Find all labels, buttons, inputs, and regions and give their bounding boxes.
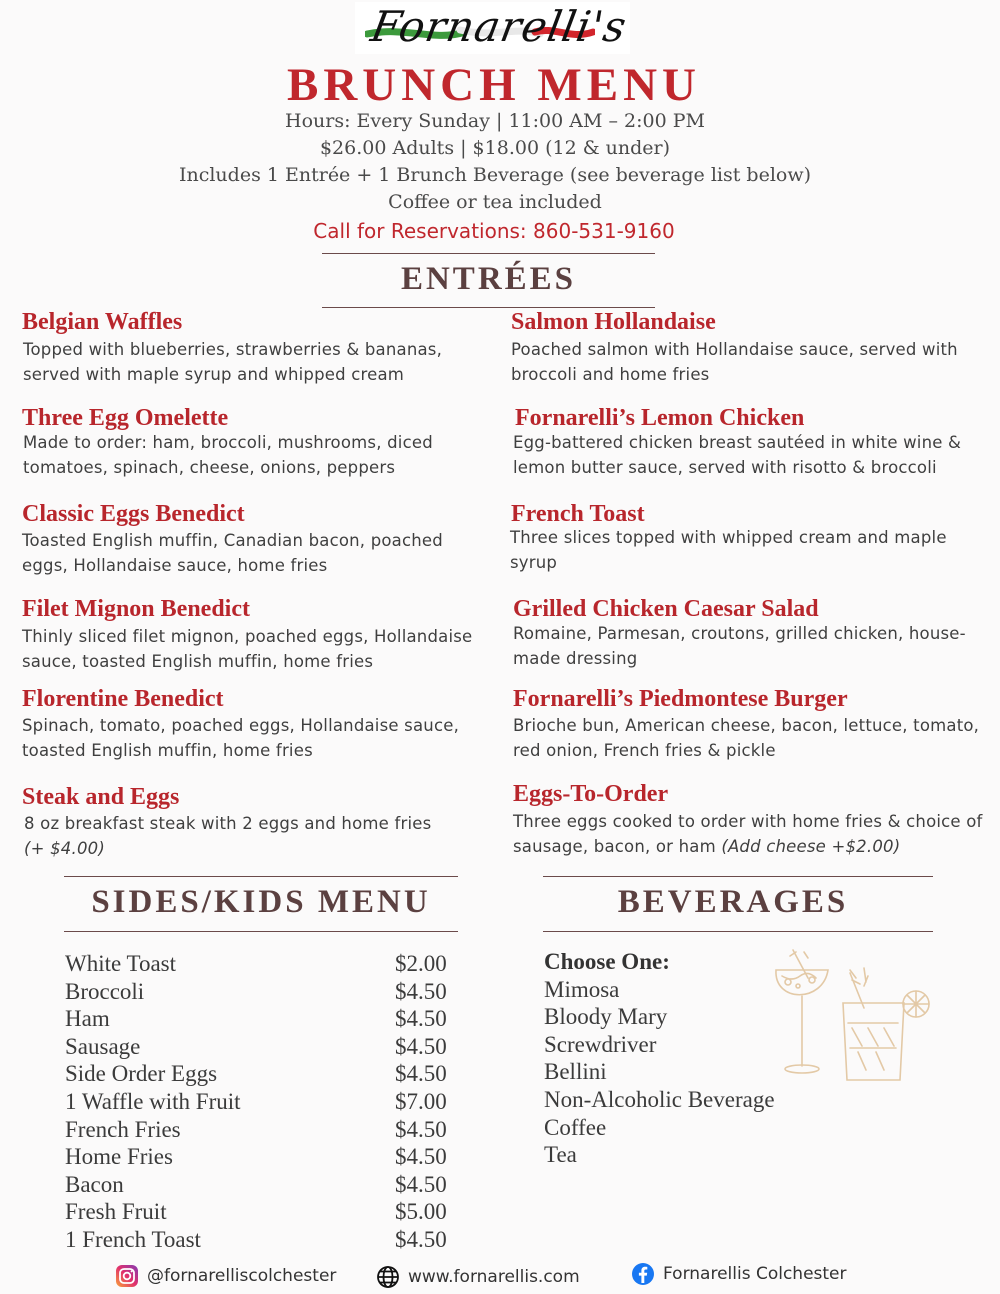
side-item-name: Sausage <box>65 1033 141 1059</box>
restaurant-logo <box>355 2 630 54</box>
divider <box>543 931 933 932</box>
side-item-price: $4.50 <box>395 1144 447 1170</box>
side-item-name: French Fries <box>65 1116 181 1142</box>
entree-description: Egg-battered chicken breast sautéed in white wine & lemon butter sauce, served with risotto & broccoli <box>513 433 962 477</box>
side-item <box>65 1171 465 1199</box>
entree-price-note: (+ $4.00) <box>24 838 105 858</box>
entree-description: Three slices topped with whipped cream and maple syrup <box>510 528 947 572</box>
side-item <box>65 1116 465 1144</box>
divider <box>322 253 655 254</box>
cocktail-glasses-icon <box>768 948 938 1088</box>
entree-description: Poached salmon with Hollandaise sauce, served with broccoli and home fries <box>511 340 958 384</box>
side-item-price: $4.50 <box>395 1061 447 1087</box>
entree-name: Fornarelli’s Lemon Chicken <box>515 405 805 431</box>
side-item-name: 1 French Toast <box>65 1226 201 1252</box>
beverage-item: Screwdriver <box>544 1031 657 1057</box>
entree-description <box>24 812 494 861</box>
entree-description-text: 8 oz breakfast steak with 2 eggs and home fries <box>24 814 432 833</box>
side-item <box>65 1143 465 1171</box>
side-item-price: $5.00 <box>395 1199 447 1225</box>
beverages-heading: Choose One: <box>544 949 670 974</box>
entree-name: Salmon Hollandaise <box>511 309 716 335</box>
side-item-name: Fresh Fruit <box>65 1199 167 1225</box>
entree-description: Romaine, Parmesan, croutons, grilled chicken, house-made dressing <box>513 624 966 668</box>
entree-name: Belgian Waffles <box>22 309 183 335</box>
side-item-name: Ham <box>65 1006 110 1032</box>
entree-price-note: (Add cheese +$2.00) <box>721 836 901 856</box>
beverage-item: Bellini <box>544 1059 607 1085</box>
entree-description <box>513 810 983 859</box>
entree-name: Steak and Eggs <box>22 784 180 810</box>
entree-name: Florentine Benedict <box>22 686 224 712</box>
entree-name: Classic Eggs Benedict <box>22 501 245 527</box>
side-item-name: White Toast <box>65 951 177 976</box>
entree-description-text: Three eggs cooked to order with home fries & choice of sausage, bacon, or ham <box>513 812 983 856</box>
side-item-name: Bacon <box>65 1171 124 1197</box>
side-item-price: $4.50 <box>395 1006 447 1032</box>
reservation-phone[interactable]: Call for Reservations: 860-531-9160 <box>313 219 675 243</box>
entree-name: Eggs-To-Order <box>513 781 669 807</box>
entree-description: Toasted English muffin, Canadian bacon, poached eggs, Hollandaise sauce, home fries <box>22 531 443 575</box>
beverage-item: Tea <box>544 1142 577 1168</box>
side-item-price: $4.50 <box>395 1171 447 1197</box>
website-url: www.fornarellis.com <box>408 1267 580 1287</box>
side-item <box>65 950 465 978</box>
sides-list <box>65 950 465 1254</box>
facebook-name: Fornarellis Colchester <box>663 1264 847 1284</box>
side-item-price: $7.00 <box>395 1088 447 1114</box>
side-item <box>65 978 465 1006</box>
hours-text: Hours: Every Sunday | 11:00 AM – 2:00 PM <box>285 110 705 132</box>
includes-text: Includes 1 Entrée + 1 Brunch Beverage (see beverage list below) <box>178 164 812 186</box>
entree-description: Made to order: ham, broccoli, mushrooms, diced tomatoes, spinach, cheese, onions, peppers <box>23 433 433 477</box>
entrees-title: ENTRÉES <box>400 261 577 297</box>
side-item-price: $4.50 <box>395 978 447 1004</box>
side-item-name: Broccoli <box>65 978 145 1004</box>
side-item <box>65 1060 465 1088</box>
side-item <box>65 1198 465 1226</box>
divider <box>543 876 933 877</box>
side-item-price: $4.50 <box>395 1033 447 1059</box>
beverage-item: Mimosa <box>544 976 620 1002</box>
menu-title: BRUNCH MENU <box>286 59 702 111</box>
facebook-icon <box>631 1262 655 1286</box>
instagram-link[interactable] <box>115 1264 336 1288</box>
coffee-text: Coffee or tea included <box>388 191 602 213</box>
side-item-name: Side Order Eggs <box>65 1061 218 1087</box>
beverages-title: BEVERAGES <box>617 884 849 920</box>
instagram-handle: @fornarelliscolchester <box>147 1266 337 1286</box>
divider <box>64 876 458 877</box>
beverage-item: Coffee <box>544 1114 607 1140</box>
website-link[interactable] <box>376 1265 580 1289</box>
logo-text: Fornarelli's <box>367 2 631 51</box>
entree-name: Fornarelli’s Piedmontese Burger <box>513 686 848 712</box>
side-item <box>65 1088 465 1116</box>
side-item <box>65 1005 465 1033</box>
entree-name: French Toast <box>511 501 645 527</box>
entree-description: Spinach, tomato, poached eggs, Hollandaise sauce, toasted English muffin, home fries <box>22 716 460 760</box>
sides-title: SIDES/KIDS MENU <box>91 884 431 920</box>
side-item <box>65 1226 465 1254</box>
beverage-item: Bloody Mary <box>544 1004 668 1030</box>
side-item-price: $2.00 <box>395 951 447 976</box>
beverage-item: Non-Alcoholic Beverage <box>544 1086 775 1112</box>
side-item-name: Home Fries <box>65 1144 173 1170</box>
prices-text: $26.00 Adults | $18.00 (12 & under) <box>319 137 671 159</box>
entree-description: Thinly sliced filet mignon, poached eggs, Hollandaise sauce, toasted English muffin, home fries <box>22 627 473 671</box>
side-item-price: $4.50 <box>395 1226 447 1252</box>
side-item <box>65 1033 465 1061</box>
facebook-link[interactable] <box>631 1262 847 1286</box>
entree-name: Three Egg Omelette <box>22 405 229 431</box>
entree-name: Grilled Chicken Caesar Salad <box>513 596 819 622</box>
entree-description: Brioche bun, American cheese, bacon, lettuce, tomato, red onion, French fries & pickle <box>513 716 980 760</box>
side-item-name: 1 Waffle with Fruit <box>65 1088 241 1114</box>
entree-name: Filet Mignon Benedict <box>22 596 250 622</box>
side-item-price: $4.50 <box>395 1116 447 1142</box>
entree-description: Topped with blueberries, strawberries & bananas, served with maple syrup and whipped cream <box>23 340 443 384</box>
globe-icon <box>376 1265 400 1289</box>
divider <box>64 931 458 932</box>
divider <box>322 307 655 308</box>
instagram-icon <box>115 1264 139 1288</box>
